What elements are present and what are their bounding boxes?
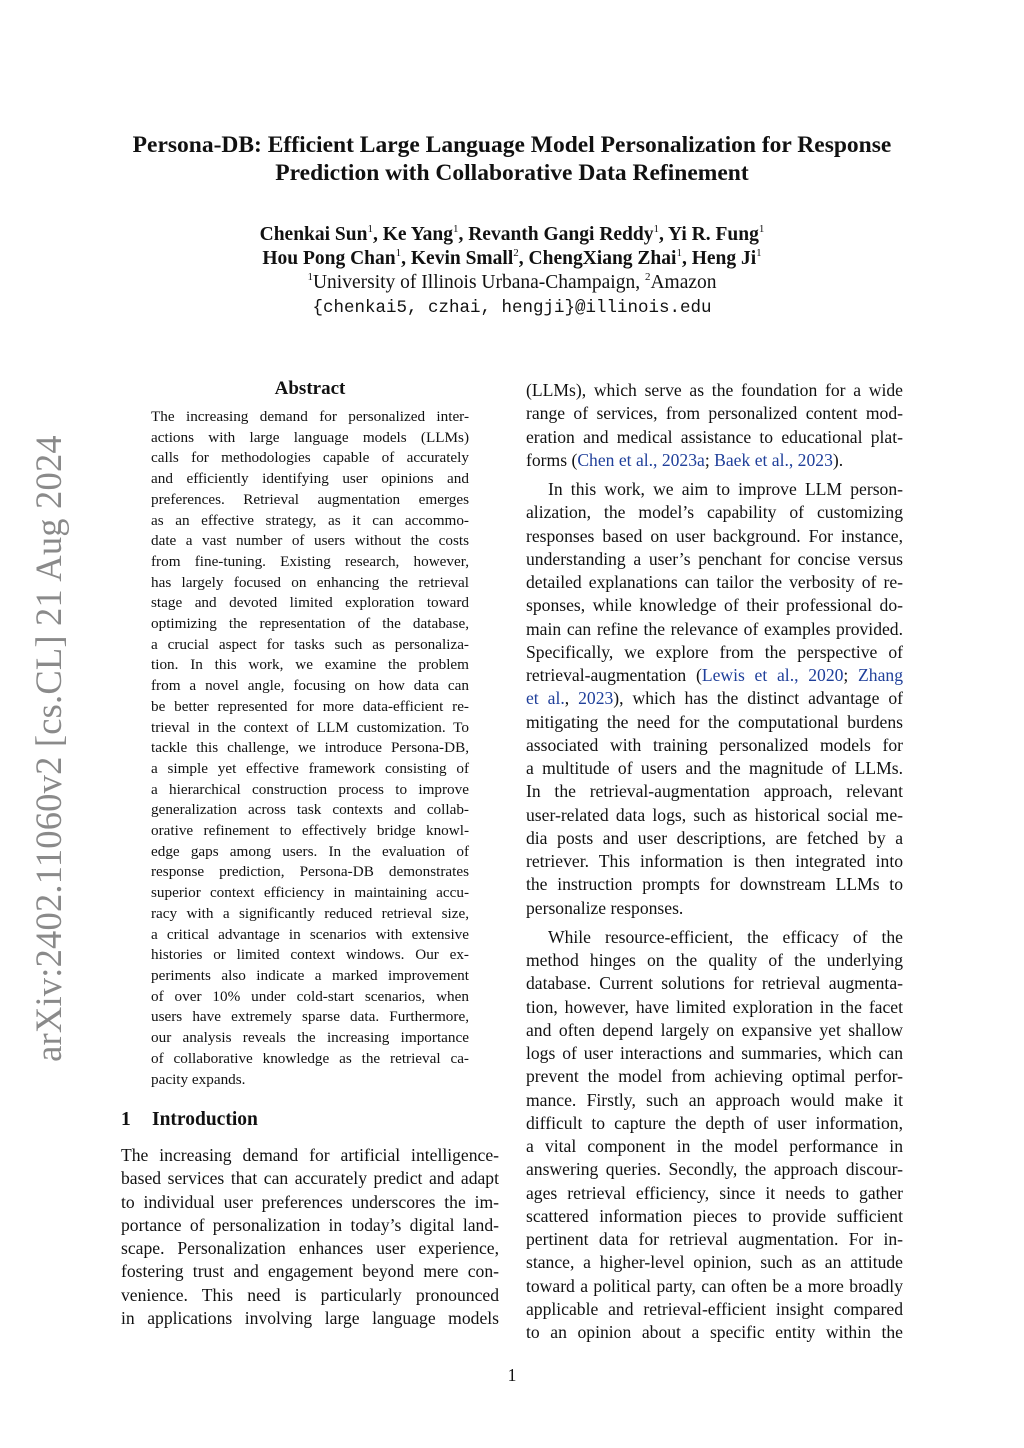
- author-separator: ,: [681, 248, 692, 269]
- text-line: prevent the model from achieving optimal perfor-: [526, 1066, 903, 1087]
- citation-link[interactable]: Chen et al., 2023a: [577, 449, 705, 470]
- text-line: tion, however, have limited exploration in the facet: [526, 996, 903, 1017]
- text-line: of collaborative knowledge as the retrieval ca-: [151, 1049, 469, 1067]
- text-line: alization, the model’s capability of customizing: [526, 502, 903, 523]
- text-line: detailed explanations can tailor the verbosity of re-: [526, 572, 903, 592]
- text-line: based services that can accurately predict and adapt: [121, 1168, 499, 1189]
- citation-link[interactable]: Zhang: [858, 665, 903, 685]
- affiliation-mark: 1: [395, 247, 402, 259]
- text-line: orative refinement to effectively bridge knowl-: [151, 822, 469, 840]
- paper-title: [100, 131, 924, 187]
- affiliation-mark: 1: [676, 247, 682, 259]
- affiliation-mark: 2: [644, 271, 651, 283]
- text-line: pacity expands.: [151, 1070, 246, 1088]
- text-span: ;: [704, 449, 715, 470]
- text-line: from a novel angle, focusing on how data can: [151, 677, 469, 695]
- text-line: generalization across task contexts and collab-: [151, 801, 469, 819]
- citation-link[interactable]: et al.: [526, 688, 565, 709]
- text-line: While resource-efficient, the efficacy of the: [548, 926, 903, 947]
- author-separator: ,: [372, 224, 383, 245]
- text-line: (LLMs), which serve as the foundation for a wide: [526, 380, 903, 400]
- text-span: ,: [564, 688, 579, 709]
- affiliation-mark: 1: [653, 223, 659, 235]
- title-line-2: Prediction with Collaborative Data Refinement: [275, 160, 749, 186]
- text-line: database. Current solutions for retrieval augmenta-: [526, 973, 903, 994]
- text-line: from fine-tuning. Existing research, however,: [151, 552, 469, 570]
- affiliation-mark: 1: [452, 223, 459, 235]
- text-line: be better represented for more data-efficient re-: [151, 697, 469, 715]
- affiliation-separator: ,: [635, 272, 645, 293]
- introduction-paragraph-3: [526, 926, 903, 1345]
- text-span: forms (: [526, 449, 578, 470]
- text-line: actions with large language models (LLMs): [151, 428, 469, 446]
- section-heading-introduction: [121, 1107, 499, 1133]
- text-span: ;: [843, 665, 859, 685]
- page-number: 1: [507, 1365, 517, 1385]
- text-line: users have extremely sparse data. Furthermore,: [151, 1008, 469, 1026]
- text-line: method hinges on the quality of the underlying: [526, 950, 903, 970]
- text-line: The increasing demand for artificial intelligence-: [121, 1145, 499, 1166]
- text-line: scattered information pieces to provide sufficient: [526, 1205, 903, 1226]
- text-line: trieval in the context of LLM customization. To: [151, 718, 469, 736]
- affiliation-mark: 1: [367, 223, 373, 235]
- citation-link[interactable]: Lewis et al., 2020: [701, 665, 844, 685]
- text-line: has largely focused on enhancing the retrieval: [151, 573, 469, 591]
- text-line: stage and devoted limited exploration toward: [151, 594, 469, 612]
- text-line: periments also indicate a marked improvement: [151, 966, 469, 984]
- text-line: personalize responses.: [526, 897, 684, 918]
- author-name: Ke Yang: [382, 224, 453, 245]
- text-line: in applications involving large language models: [121, 1307, 499, 1328]
- text-line: a crucial aspect for tasks such as personaliza-: [151, 635, 469, 653]
- text-line: response prediction, Persona-DB demonstrates: [151, 863, 469, 881]
- text-line: a critical advantage in scenarios with extensive: [151, 925, 469, 943]
- arxiv-stamp-text: arXiv:2402.11060v2 [cs.CL] 21 Aug 2024: [27, 434, 69, 1062]
- text-line: applicable and retrieval-efficient insight compared: [526, 1298, 903, 1319]
- author-name: Heng Ji: [691, 248, 757, 269]
- text-line: ages retrieval efficiency, since it needs to gather: [526, 1182, 903, 1203]
- text-line: a multitude of users and the magnitude of LLMs.: [526, 758, 903, 778]
- affiliation-mark: 1: [756, 247, 762, 259]
- author-line-1: [100, 223, 924, 247]
- text-line: as an effective strategy, as it can accommo-: [151, 511, 469, 529]
- text-line: and often depend largely on expansive yet shallow: [526, 1019, 903, 1040]
- text-line: stance, a higher-level opinion, such as an attitude: [526, 1252, 903, 1273]
- section-number: 1: [121, 1109, 131, 1131]
- text-line: tackle this challenge, we introduce Persona-DB,: [151, 739, 469, 757]
- text-line: sponses, while knowledge of their professional do-: [526, 595, 903, 616]
- text-line: scape. Personalization enhances user experience,: [121, 1238, 499, 1259]
- citation-link[interactable]: Baek et al., 2023: [714, 449, 833, 470]
- author-line-2: [100, 247, 924, 271]
- text-line: answering queries. Secondly, the approach discour-: [526, 1159, 903, 1180]
- text-line: retriever. This information is then integrated into: [526, 851, 903, 871]
- text-line: of over 10% under cold-start scenarios, when: [151, 987, 469, 1005]
- text-line: mance. Firstly, such an approach would make it: [526, 1089, 903, 1110]
- text-line: eration and medical assistance to educational plat-: [526, 426, 903, 447]
- affiliation-mark: 1: [307, 271, 313, 283]
- affiliation-name: Amazon: [650, 272, 717, 293]
- affiliations: [100, 271, 924, 295]
- text-line: calls for methodologies capable of accurately: [151, 449, 469, 467]
- text-line: preferences. Retrieval augmentation emerges: [151, 490, 469, 508]
- text-line: [526, 664, 903, 687]
- author-name: Yi R. Fung: [668, 224, 759, 245]
- left-column: [121, 377, 499, 1330]
- section-title: Introduction: [152, 1109, 258, 1131]
- author-name: Hou Pong Chan: [262, 248, 396, 269]
- text-line: mitigating the need for the computational burdens: [526, 711, 903, 732]
- affiliation-mark: 1: [758, 223, 765, 235]
- text-line: pertinent data for retrieval augmentation. For in-: [526, 1229, 903, 1249]
- text-span: retrieval-augmentation (: [526, 665, 702, 685]
- text-line: The increasing demand for personalized inter-: [151, 408, 469, 425]
- text-line: a simple yet effective framework consisting of: [151, 759, 469, 777]
- author-name: Revanth Gangi Reddy: [468, 224, 654, 245]
- text-line: venience. This need is particularly pronounced: [121, 1284, 499, 1305]
- text-line: tion. In this work, we examine the problem: [151, 656, 469, 674]
- text-line: date a vast number of users without the costs: [151, 532, 469, 550]
- text-line: edge gaps among users. In the evaluation of: [151, 842, 469, 860]
- text-line: Specifically, we explore from the perspective of: [526, 641, 903, 662]
- text-line: optimizing the representation of the database,: [151, 615, 469, 633]
- text-line: portance of personalization in today’s digital land-: [121, 1214, 499, 1235]
- text-line: main can refine the relevance of examples provided.: [526, 618, 903, 639]
- text-line: histories or limited context windows. Our ex-: [151, 946, 469, 964]
- text-line: toward a political party, can often be a more broadly: [526, 1275, 903, 1296]
- text-line: to an opinion about a specific entity within the: [526, 1322, 903, 1342]
- title-line-1: Persona-DB: Efficient Large Language Model Personalization for Response: [132, 132, 892, 158]
- text-line: [526, 687, 903, 710]
- author-separator: ,: [458, 224, 469, 245]
- text-line: responses based on user background. For instance,: [526, 525, 903, 546]
- author-separator: ,: [518, 248, 529, 269]
- text-line: In this work, we aim to improve LLM person-: [548, 479, 903, 499]
- text-line: understanding a user’s penchant for concise versus: [526, 548, 903, 569]
- text-line: [526, 449, 903, 472]
- text-line: our analysis reveals the increasing importance: [151, 1029, 469, 1047]
- citation-link[interactable]: 2023: [578, 688, 614, 709]
- author-block: [100, 223, 924, 320]
- text-line: range of services, from personalized content mod-: [526, 403, 903, 424]
- text-line: associated with training personalized models for: [526, 734, 903, 755]
- author-name: ChengXiang Zhai: [528, 248, 677, 269]
- text-line: the instruction prompts for downstream LLMs to: [526, 874, 903, 895]
- text-line: superior context efficiency in maintaining accu-: [151, 884, 469, 902]
- introduction-paragraph-2: [526, 478, 903, 920]
- text-span: ).: [832, 449, 844, 470]
- text-line: logs of user interactions and summaries, which can: [526, 1043, 903, 1063]
- abstract-body: [151, 407, 469, 1090]
- affiliation-mark: 2: [513, 247, 519, 259]
- author-separator: ,: [659, 224, 669, 245]
- text-line: and efficiently identifying user opinions and: [151, 470, 469, 488]
- text-line: to individual user preferences underscores the im-: [121, 1191, 499, 1212]
- introduction-paragraph-1: [121, 1144, 499, 1330]
- introduction-paragraph-1-continued: [526, 379, 903, 472]
- text-line: fostering trust and engagement beyond mere con-: [121, 1261, 499, 1282]
- author-name: Kevin Small: [410, 248, 514, 269]
- arxiv-identifier-stamp: [26, 434, 70, 1062]
- text-line: user-related data logs, such as historical social me-: [526, 804, 903, 825]
- author-email: {chenkai5, czhai, hengji}@illinois.edu: [312, 298, 712, 318]
- text-line: In the retrieval-augmentation approach, relevant: [526, 781, 903, 802]
- text-line: racy with a significantly reduced retrieval size,: [151, 904, 469, 922]
- text-line: a hierarchical construction process to improve: [151, 780, 469, 798]
- text-span: ), which has the distinct advantage of: [613, 688, 903, 709]
- right-column: [526, 379, 903, 1344]
- author-name: Chenkai Sun: [259, 224, 368, 245]
- text-line: dia posts and user descriptions, are fetched by a: [526, 827, 903, 848]
- abstract-heading: Abstract: [274, 378, 346, 399]
- author-separator: ,: [401, 248, 411, 269]
- text-line: a vital component in the model performance in: [526, 1136, 903, 1156]
- affiliation-name: University of Illinois Urbana-Champaign: [312, 272, 636, 293]
- text-line: difficult to capture the depth of user information,: [526, 1112, 903, 1133]
